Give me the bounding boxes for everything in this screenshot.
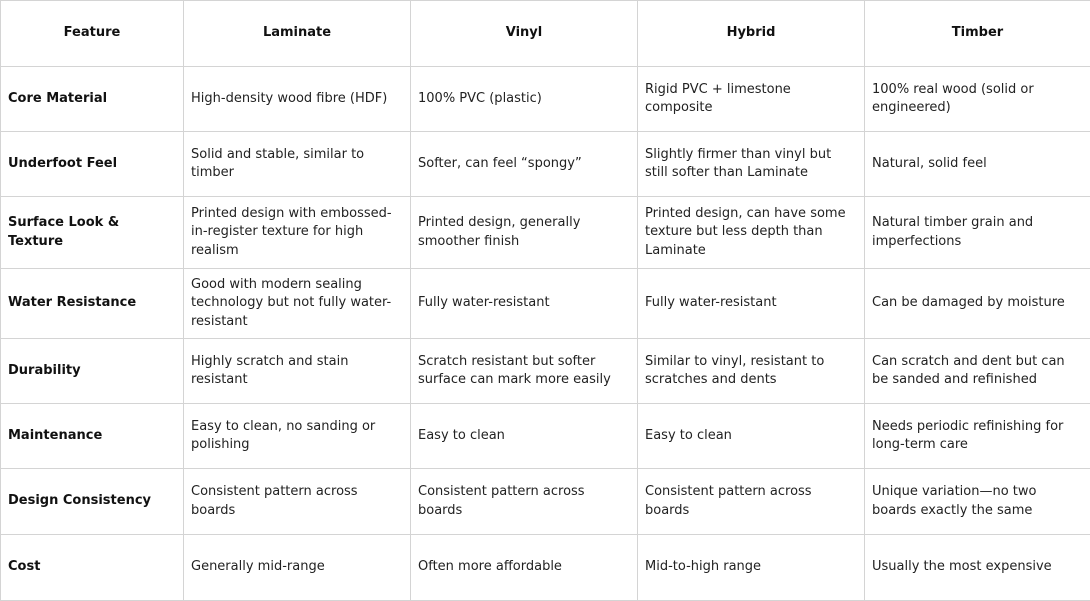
table-cell: Consistent pattern across boards bbox=[411, 469, 638, 535]
table-cell: Usually the most expensive bbox=[865, 535, 1090, 601]
table-cell: Solid and stable, similar to timber bbox=[184, 132, 411, 197]
table-cell: Similar to vinyl, resistant to scratches and dents bbox=[638, 339, 865, 404]
table-cell: Mid-to-high range bbox=[638, 535, 865, 601]
row-label: Core Material bbox=[1, 67, 184, 132]
table-cell: Fully water-resistant bbox=[638, 269, 865, 339]
table-cell: 100% real wood (solid or engineered) bbox=[865, 67, 1090, 132]
table-cell: Printed design, can have some texture but less depth than Laminate bbox=[638, 197, 865, 269]
row-label: Water Resistance bbox=[1, 269, 184, 339]
header-hybrid: Hybrid bbox=[638, 1, 865, 67]
row-label: Cost bbox=[1, 535, 184, 601]
table-cell: Natural, solid feel bbox=[865, 132, 1090, 197]
table-row bbox=[1, 404, 1090, 469]
table-row bbox=[1, 67, 1090, 132]
table-cell: Can be damaged by moisture bbox=[865, 269, 1090, 339]
table-cell: Needs periodic refinishing for long-term care bbox=[865, 404, 1090, 469]
header-vinyl: Vinyl bbox=[411, 1, 638, 67]
header-timber: Timber bbox=[865, 1, 1090, 67]
row-label: Underfoot Feel bbox=[1, 132, 184, 197]
table-cell: Unique variation—no two boards exactly the same bbox=[865, 469, 1090, 535]
table-cell: Slightly firmer than vinyl but still softer than Laminate bbox=[638, 132, 865, 197]
table-cell: Rigid PVC + limestone composite bbox=[638, 67, 865, 132]
table-cell: Printed design, generally smoother finish bbox=[411, 197, 638, 269]
header-laminate: Laminate bbox=[184, 1, 411, 67]
table-cell: Consistent pattern across boards bbox=[184, 469, 411, 535]
table-cell: High-density wood fibre (HDF) bbox=[184, 67, 411, 132]
table-cell: Fully water-resistant bbox=[411, 269, 638, 339]
table-row bbox=[1, 469, 1090, 535]
table-cell: Generally mid-range bbox=[184, 535, 411, 601]
table-cell: Good with modern sealing technology but not fully water-resistant bbox=[184, 269, 411, 339]
table-cell: Natural timber grain and imperfections bbox=[865, 197, 1090, 269]
table-cell: Often more affordable bbox=[411, 535, 638, 601]
table-row bbox=[1, 269, 1090, 339]
table-row bbox=[1, 197, 1090, 269]
table-row bbox=[1, 535, 1090, 601]
table-row bbox=[1, 132, 1090, 197]
row-label: Maintenance bbox=[1, 404, 184, 469]
table-cell: Softer, can feel “spongy” bbox=[411, 132, 638, 197]
table-cell: Highly scratch and stain resistant bbox=[184, 339, 411, 404]
header-row bbox=[1, 1, 1090, 67]
table-cell: Consistent pattern across boards bbox=[638, 469, 865, 535]
table-cell: Scratch resistant but softer surface can mark more easily bbox=[411, 339, 638, 404]
table-cell: Easy to clean, no sanding or polishing bbox=[184, 404, 411, 469]
header-feature: Feature bbox=[1, 1, 184, 67]
table-cell: Printed design with embossed-in-register texture for high realism bbox=[184, 197, 411, 269]
table-row bbox=[1, 339, 1090, 404]
table-cell: Easy to clean bbox=[411, 404, 638, 469]
table-cell: Easy to clean bbox=[638, 404, 865, 469]
row-label: Surface Look & Texture bbox=[1, 197, 184, 269]
row-label: Design Consistency bbox=[1, 469, 184, 535]
row-label: Durability bbox=[1, 339, 184, 404]
table-cell: 100% PVC (plastic) bbox=[411, 67, 638, 132]
table-cell: Can scratch and dent but can be sanded and refinished bbox=[865, 339, 1090, 404]
